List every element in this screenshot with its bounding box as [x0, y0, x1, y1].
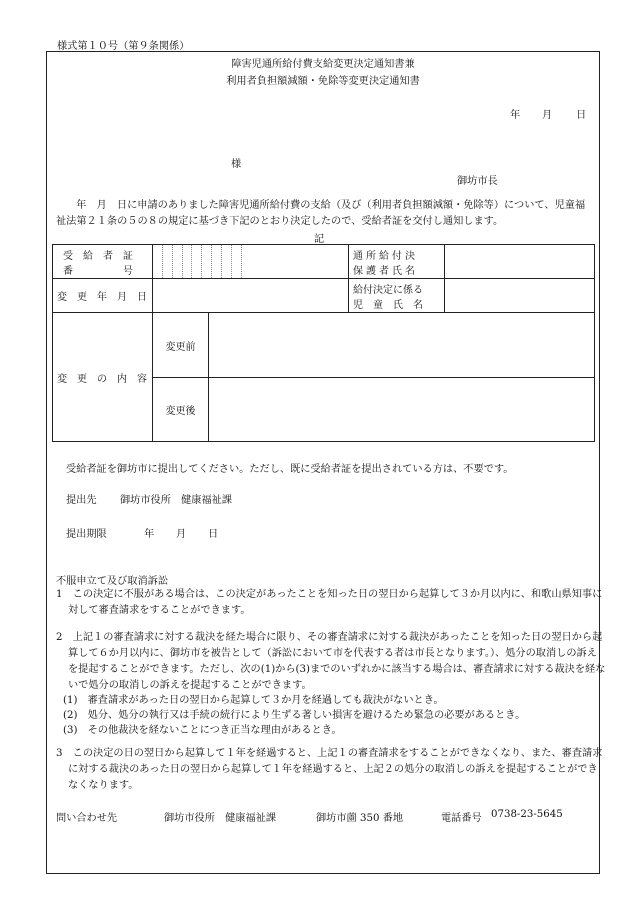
date-day: 日 — [576, 110, 587, 121]
change-content-label: 変 更 の 内 容 — [53, 313, 153, 442]
form-number: 様式第１０号（第９条関係） — [57, 41, 190, 52]
change-date-value[interactable] — [153, 279, 349, 313]
issuer: 御坊市長 — [457, 176, 498, 187]
contact-phone-label: 電話番号 — [441, 813, 482, 824]
title-line-1: 障害児通所給付費支給変更決定通知書兼 — [231, 59, 415, 70]
child-name-value[interactable] — [445, 279, 595, 313]
table-row — [53, 313, 595, 378]
date-month: 月 — [542, 110, 553, 121]
cert-number-label — [53, 245, 153, 279]
child-name-label — [349, 279, 445, 313]
deadline-year: 年 — [144, 529, 155, 540]
deadline-day: 日 — [208, 529, 219, 540]
submit-note: 受給者証を御坊市に提出してください。ただし、既に受給者証を提出されている方は、不要です。 — [66, 464, 514, 475]
deadline-label: 提出期限 — [66, 529, 107, 540]
before-value[interactable] — [209, 313, 595, 378]
appeal-item-2: 2 上記１の審査請求に対する裁決を経た場合に限り、その審査請求に対する裁決があったことを知った日の翌日から起算して６か月以内に、御坊市を被告として（訴訟において市を代表する者は市長となります。）、処分の取消しの訴えを提起することができます。ただし、次の(1)から(3)までのいずれかに該当する場合は、審査請求に対する裁決を経ないで処分の取消しの訴えを提起することができます。 — [56, 632, 606, 691]
child-name-label-a: 給付決定に係る — [353, 284, 423, 296]
appeal-sub-1: (1) 審査請求があった日の翌日から起算して３か月を経過しても裁決がないとき。 — [63, 695, 444, 706]
guardian-name-label-a: 通所給付決 — [353, 250, 418, 262]
guardian-name-value[interactable] — [445, 245, 595, 279]
appeal-item-3: 3 この決定の日の翌日から起算して１年を経過すると、上記１の審査請求をすることができなくなり、また、審査請求に対する裁決のあった日の翌日から起算して１年を経過すると、上記２の処分の取消しの訴えを提起することができなくなります。 — [56, 748, 603, 791]
after-value[interactable] — [209, 378, 595, 442]
intro-text: 年 月 日に申請のありました障害児通所給付費の支給（及び（利用者負担額減額・免除等）について、児童福祉法第２１条の５の８の規定に基づき下記のとおり決定したので、受給者証を交付し通知します。 — [56, 200, 586, 227]
appeal-sub-3: (3) その他裁決を経ないことにつき正当な理由があるとき。 — [63, 725, 342, 736]
child-name-label-b: 児 童 氏 名 — [353, 299, 423, 311]
contact-address: 御坊市薗 350 番地 — [316, 813, 404, 824]
before-label: 変更前 — [153, 313, 209, 378]
guardian-name-label-b: 保護者氏名 — [353, 265, 418, 277]
appeal-item-1: 1 この決定に不服がある場合は、この決定があったことを知った日の翌日から起算して３か月以内に、和歌山県知事に対して審査請求をすることができます。 — [56, 589, 603, 616]
change-date-label: 変 更 年 月 日 — [53, 279, 153, 313]
contact-phone: 0738-23-5645 — [491, 809, 563, 820]
contact-office: 御坊市役所 健康福祉課 — [164, 813, 277, 824]
after-label: 変更後 — [153, 378, 209, 442]
deadline-month: 月 — [176, 529, 187, 540]
table-row — [53, 279, 595, 313]
contact-label: 問い合わせ先 — [56, 813, 118, 824]
appeal-heading: 不服申立て及び取消訴訟 — [56, 576, 169, 587]
decision-table — [52, 244, 595, 442]
digit-boxes — [153, 245, 251, 278]
ki-label: 記 — [314, 234, 325, 245]
title-line-2: 利用者負担額減額・免除等変更決定通知書 — [226, 76, 420, 87]
submit-to-value: 御坊市役所 健康福祉課 — [120, 495, 233, 506]
cert-number-label-a: 受 給 者 証 — [63, 250, 133, 262]
appeal-sub-2: (2) 処分、処分の執行又は手続の続行により生ずる著しい損害を避けるため緊急の必要があるとき。 — [63, 710, 526, 721]
date-year: 年 — [510, 110, 521, 121]
recipient-suffix: 様 — [231, 159, 242, 170]
submit-to-label: 提出先 — [66, 495, 97, 506]
cert-number-label-b: 番 号 — [63, 265, 133, 277]
cert-number-value[interactable] — [153, 245, 349, 279]
guardian-name-label — [349, 245, 445, 279]
table-row — [53, 245, 595, 279]
